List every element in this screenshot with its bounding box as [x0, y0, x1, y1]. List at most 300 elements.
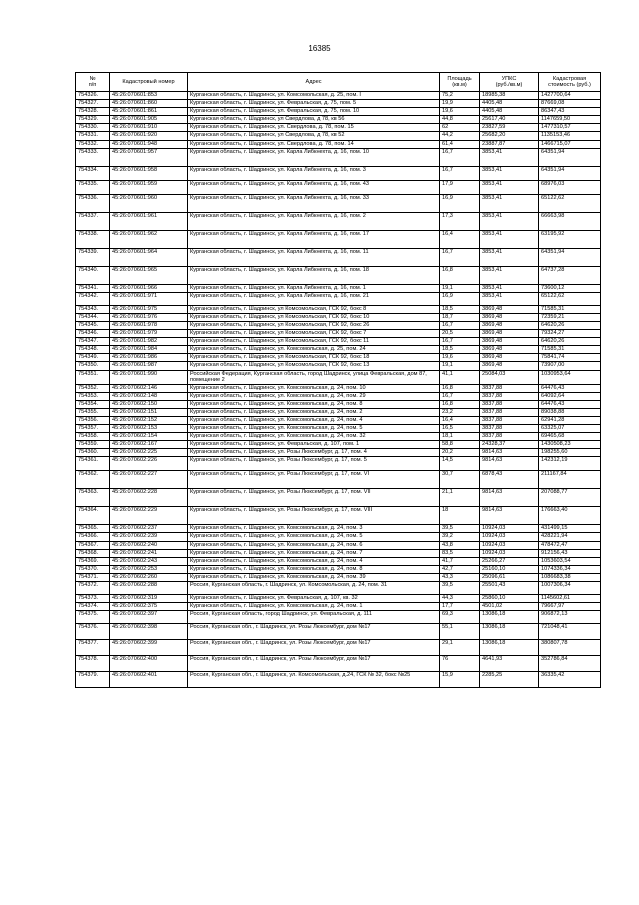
table-row — [76, 148, 601, 166]
upks-cell: 23827,59 — [480, 124, 539, 132]
cadastral-value-cell: 1477310,57 — [539, 124, 601, 132]
row-number-cell: 754366. — [76, 533, 110, 541]
cadastral-value-cell: 1074336,34 — [539, 565, 601, 573]
upks-cell: 9814,63 — [480, 449, 539, 457]
cadastral-number-cell: 45:26:070602:398 — [110, 624, 188, 640]
address-cell: Курганская область, г. Шадринск, ул Комсомольская, ГСК 92, бокс 8 — [188, 305, 440, 313]
area-cell: 39,5 — [440, 582, 480, 595]
area-cell: 16,7 — [440, 248, 480, 266]
area-cell: 19,1 — [440, 284, 480, 292]
table-row — [76, 92, 601, 100]
table-row — [76, 611, 601, 624]
cadastral-number-cell: 45:26:070601:971 — [110, 292, 188, 305]
table-row — [76, 392, 601, 400]
cadastral-value-cell: 64351,94 — [539, 148, 601, 166]
address-cell: Курганская область, г. Шадринск, ул. Розы Люксембург, д. 17, пом. 4 — [188, 449, 440, 457]
row-number-cell: 754376. — [76, 624, 110, 640]
row-number-cell: 754326. — [76, 92, 110, 100]
cadastral-number-cell: 45:26:070602:243 — [110, 557, 188, 565]
row-number-cell: 754348. — [76, 346, 110, 354]
cadastral-value-cell: 64620,26 — [539, 338, 601, 346]
cadastral-number-cell: 45:26:070602:152 — [110, 416, 188, 424]
cadastral-value-cell: 62941,28 — [539, 416, 601, 424]
address-cell: Курганская область, г. Шадринск, ул. Комсомольская, д. 24, пом. 1 — [188, 603, 440, 611]
area-cell: 43,3 — [440, 573, 480, 581]
area-cell: 16,9 — [440, 292, 480, 305]
upks-cell: 3869,48 — [480, 338, 539, 346]
cadastral-number-cell: 45:26:070602:148 — [110, 392, 188, 400]
cadastral-number-cell: 45:26:070602:375 — [110, 603, 188, 611]
cadastral-value-cell: 207088,77 — [539, 489, 601, 507]
cadastral-value-cell: 1147659,50 — [539, 116, 601, 124]
table-row — [76, 338, 601, 346]
cadastral-number-cell: 45:26:070602:229 — [110, 507, 188, 525]
table-row — [76, 100, 601, 108]
row-number-cell: 754330. — [76, 124, 110, 132]
cadastral-value-cell: 1007306,34 — [539, 582, 601, 595]
area-cell: 17,7 — [440, 603, 480, 611]
cadastral-number-cell: 45:26:070601:920 — [110, 132, 188, 140]
row-number-cell: 754358. — [76, 433, 110, 441]
cadastral-number-cell: 45:26:070601:978 — [110, 321, 188, 329]
row-number-cell: 754329. — [76, 116, 110, 124]
upks-cell: 23887,87 — [480, 140, 539, 148]
cadastral-value-cell: 1145602,61 — [539, 595, 601, 603]
address-cell: Курганская область, г. Шадринск, ул. Карла Либкнехта, д. 16, пом. 1 — [188, 284, 440, 292]
cadastral-number-cell: 45:26:070602:228 — [110, 489, 188, 507]
address-cell: Курганская область, г. Шадринск, ул. Комсомольская, д. 24, пом. 10 — [188, 384, 440, 392]
cadastral-number-cell: 45:26:070601:959 — [110, 180, 188, 194]
address-cell: Курганская область, г. Шадринск, ул. Комсомольская, д. 24, пом. 3 — [188, 525, 440, 533]
area-cell: 29,1 — [440, 640, 480, 656]
row-number-cell: 754359. — [76, 441, 110, 449]
area-cell: 16,7 — [440, 321, 480, 329]
area-cell: 14,5 — [440, 457, 480, 471]
upks-cell: 25266,27 — [480, 557, 539, 565]
row-number-cell: 754351. — [76, 370, 110, 384]
cadastral-value-cell: 721048,41 — [539, 624, 601, 640]
cadastral-number-cell: 45:26:070601:861 — [110, 108, 188, 116]
area-cell: 16,5 — [440, 424, 480, 432]
area-cell: 16,7 — [440, 166, 480, 180]
area-cell: 75,2 — [440, 92, 480, 100]
table-row — [76, 416, 601, 424]
row-number-cell: 754337. — [76, 212, 110, 230]
area-cell: 16,4 — [440, 416, 480, 424]
address-cell: Курганская область, г. Шадринск, ул Комсомольская, ГСК 92, бокс 10 — [188, 313, 440, 321]
upks-cell: 6878,43 — [480, 471, 539, 489]
upks-cell: 4641,93 — [480, 656, 539, 672]
area-cell: 18,1 — [440, 433, 480, 441]
table-row — [76, 180, 601, 194]
upks-cell: 3869,48 — [480, 346, 539, 354]
address-cell: Курганская область, г. Шадринск, ул. Свердлова, д. 78, пом. 15 — [188, 124, 440, 132]
row-number-cell: 754364. — [76, 507, 110, 525]
header-upks: УПКС (руб./кв.м) — [480, 73, 539, 92]
address-cell: Курганская область, г. Шадринск, ул Комсомольская, ГСК 92, бокс 11 — [188, 338, 440, 346]
row-number-cell: 754365. — [76, 525, 110, 533]
cadastral-number-cell: 45:26:070601:986 — [110, 354, 188, 362]
area-cell: 15,9 — [440, 672, 480, 688]
upks-cell: 3869,48 — [480, 354, 539, 362]
row-number-cell: 754327. — [76, 100, 110, 108]
upks-cell: 3837,88 — [480, 433, 539, 441]
upks-cell: 24328,37 — [480, 441, 539, 449]
area-cell: 18 — [440, 507, 480, 525]
cadastral-number-cell: 45:26:070601:910 — [110, 124, 188, 132]
cadastral-number-cell: 45:26:070602:153 — [110, 424, 188, 432]
table-row — [76, 370, 601, 384]
cadastral-value-cell: 63325,07 — [539, 424, 601, 432]
cadastral-value-cell: 73600,12 — [539, 284, 601, 292]
upks-cell: 3837,88 — [480, 392, 539, 400]
upks-cell: 3853,41 — [480, 212, 539, 230]
area-cell: 62 — [440, 124, 480, 132]
cadastral-number-cell: 45:26:070602:241 — [110, 549, 188, 557]
area-cell: 58,8 — [440, 441, 480, 449]
cadastral-value-cell: 75841,74 — [539, 354, 601, 362]
upks-cell: 10924,03 — [480, 549, 539, 557]
address-cell: Курганская область, г. Шадринск, ул. Карла Либкнехта, д. 16, пом. 11 — [188, 248, 440, 266]
area-cell: 83,5 — [440, 549, 480, 557]
table-row — [76, 557, 601, 565]
cadastral-value-cell: 36335,42 — [539, 672, 601, 688]
cadastral-value-cell: 64620,26 — [539, 321, 601, 329]
row-number-cell: 754360. — [76, 449, 110, 457]
area-cell: 19,6 — [440, 108, 480, 116]
row-number-cell: 754353. — [76, 392, 110, 400]
address-cell: Курганская область, г. Шадринск, ул. Февральская, д. 107, кв. 32 — [188, 595, 440, 603]
cadastral-value-cell: 73907,00 — [539, 362, 601, 370]
cadastral-value-cell: 906872,13 — [539, 611, 601, 624]
cadastral-number-cell: 45:26:070601:960 — [110, 194, 188, 212]
upks-cell: 25160,10 — [480, 565, 539, 573]
upks-cell: 3853,41 — [480, 266, 539, 284]
address-cell: Курганская область, г. Шадринск, ул. Карла Либкнехта, д. 16, пом. 21 — [188, 292, 440, 305]
table-row — [76, 384, 601, 392]
cadastral-number-cell: 45:26:070602:401 — [110, 672, 188, 688]
cadastral-value-cell: 912156,43 — [539, 549, 601, 557]
row-number-cell: 754328. — [76, 108, 110, 116]
table-row — [76, 541, 601, 549]
upks-cell: 25617,40 — [480, 116, 539, 124]
row-number-cell: 754331. — [76, 132, 110, 140]
upks-cell: 10924,03 — [480, 541, 539, 549]
address-cell: Курганская область, г. Шадринск, ул Свердлова, д 78, кв 52 — [188, 132, 440, 140]
upks-cell: 10924,03 — [480, 533, 539, 541]
address-cell: Курганская область, г. Шадринск, ул. Карла Либкнехта, д. 16, пом. 18 — [188, 266, 440, 284]
upks-cell: 3869,48 — [480, 330, 539, 338]
cadastral-number-cell: 45:26:070602:397 — [110, 611, 188, 624]
table-row — [76, 330, 601, 338]
area-cell: 41,7 — [440, 557, 480, 565]
cadastral-number-cell: 45:26:070601:975 — [110, 305, 188, 313]
cadastral-number-cell: 45:26:070601:965 — [110, 266, 188, 284]
cadastral-number-cell: 45:26:070601:961 — [110, 212, 188, 230]
area-cell: 16,4 — [440, 230, 480, 248]
row-number-cell: 754379. — [76, 672, 110, 688]
upks-cell: 3869,48 — [480, 321, 539, 329]
cadastral-number-cell: 45:26:070601:990 — [110, 370, 188, 384]
cadastral-value-cell: 63195,92 — [539, 230, 601, 248]
cadastral-number-cell: 45:26:070602:400 — [110, 656, 188, 672]
cadastral-value-table — [75, 72, 601, 688]
cadastral-value-cell: 72359,21 — [539, 313, 601, 321]
address-cell: Курганская область, г. Шадринск, ул. Февральская, д. 75, пом. 5 — [188, 100, 440, 108]
row-number-cell: 754363. — [76, 489, 110, 507]
upks-cell: 3853,41 — [480, 248, 539, 266]
header-cadastral-number: Кадастровый номер — [110, 73, 188, 92]
table-row — [76, 248, 601, 266]
cadastral-value-cell: 89038,88 — [539, 408, 601, 416]
table-row — [76, 441, 601, 449]
address-cell: Курганская область, г. Шадринск, ул. Февральская, д. 107, пом. 1 — [188, 441, 440, 449]
row-number-cell: 754373. — [76, 595, 110, 603]
table-row — [76, 624, 601, 640]
address-cell: Курганская область, г. Шадринск, ул Комсомольская, ГСК 92, бокс 18 — [188, 354, 440, 362]
address-cell: Курганская область, г. Шадринск, ул Свердлова, д 78, кв 56 — [188, 116, 440, 124]
upks-cell: 4405,48 — [480, 100, 539, 108]
cadastral-value-cell: 71585,31 — [539, 305, 601, 313]
address-cell: Курганская область, г. Шадринск, ул. Розы Люксембург, д. 17, пом. 5 — [188, 457, 440, 471]
table-row — [76, 457, 601, 471]
row-number-cell: 754332. — [76, 140, 110, 148]
area-cell: 19,9 — [440, 100, 480, 108]
area-cell: 17,3 — [440, 212, 480, 230]
cadastral-number-cell: 45:26:070601:853 — [110, 92, 188, 100]
cadastral-number-cell: 45:26:070601:905 — [110, 116, 188, 124]
address-cell: Курганская область, г. Шадринск, ул. Комсомольская, д. 25, пом. I — [188, 92, 440, 100]
row-number-cell: 754341. — [76, 284, 110, 292]
cadastral-value-cell: 380807,78 — [539, 640, 601, 656]
cadastral-number-cell: 45:26:070601:962 — [110, 230, 188, 248]
table-row — [76, 346, 601, 354]
upks-cell: 10924,03 — [480, 525, 539, 533]
cadastral-value-cell: 1427700,64 — [539, 92, 601, 100]
address-cell: Курганская область, г. Шадринск, ул. Карла Либкнехта, д. 16, пом. 33 — [188, 194, 440, 212]
cadastral-number-cell: 45:26:070602:288 — [110, 582, 188, 595]
cadastral-value-cell: 68976,03 — [539, 180, 601, 194]
area-cell: 19,6 — [440, 354, 480, 362]
upks-cell: 9814,63 — [480, 489, 539, 507]
cadastral-value-cell: 86347,43 — [539, 108, 601, 116]
cadastral-value-cell: 64737,28 — [539, 266, 601, 284]
row-number-cell: 754334. — [76, 166, 110, 180]
table-row — [76, 603, 601, 611]
area-cell: 20,2 — [440, 449, 480, 457]
header-cadastral-value: Кадастровая стоимость (руб.) — [539, 73, 601, 92]
upks-cell: 3869,48 — [480, 305, 539, 313]
upks-cell: 13086,18 — [480, 611, 539, 624]
address-cell: Курганская область, г. Шадринск, ул. Комсомольская, д. 25, пом. 24 — [188, 346, 440, 354]
area-cell: 44,2 — [440, 132, 480, 140]
upks-cell: 3853,41 — [480, 166, 539, 180]
address-cell: Курганская область, г. Шадринск, ул. Розы Люксембург, д. 17, пом. VIII — [188, 507, 440, 525]
upks-cell: 3853,41 — [480, 148, 539, 166]
area-cell: 44,3 — [440, 595, 480, 603]
table-row — [76, 549, 601, 557]
table-row — [76, 582, 601, 595]
cadastral-value-cell: 66663,98 — [539, 212, 601, 230]
address-cell: Курганская область, г. Шадринск, ул. Карла Либкнехта, д. 16, пом. 10 — [188, 148, 440, 166]
cadastral-number-cell: 45:26:070602:226 — [110, 457, 188, 471]
address-cell: Курганская область, г. Шадринск, ул. Карла Либкнехта, д. 16, пом. 2 — [188, 212, 440, 230]
area-cell: 16,8 — [440, 266, 480, 284]
cadastral-number-cell: 45:26:070601:964 — [110, 248, 188, 266]
upks-cell: 25501,43 — [480, 582, 539, 595]
row-number-cell: 754339. — [76, 248, 110, 266]
table-row — [76, 424, 601, 432]
cadastral-value-cell: 142312,19 — [539, 457, 601, 471]
page-number: 16385 — [308, 44, 331, 53]
row-number-cell: 754338. — [76, 230, 110, 248]
upks-cell: 13086,18 — [480, 624, 539, 640]
area-cell: 61,4 — [440, 140, 480, 148]
row-number-cell: 754356. — [76, 416, 110, 424]
upks-cell: 3869,48 — [480, 313, 539, 321]
cadastral-value-cell: 71585,31 — [539, 346, 601, 354]
address-cell: Курганская область, г. Шадринск, ул. Комсомольская, д. 24, пом. 4 — [188, 416, 440, 424]
address-cell: Курганская область, г. Шадринск, ул. Свердлова, д. 78, пом. 14 — [188, 140, 440, 148]
area-cell: 18,7 — [440, 313, 480, 321]
cadastral-value-cell: 64351,94 — [539, 166, 601, 180]
address-cell: Курганская область, г. Шадринск, ул. Комсомольская, д. 24, пом. 8 — [188, 565, 440, 573]
cadastral-number-cell: 45:26:070602:399 — [110, 640, 188, 656]
upks-cell: 3837,88 — [480, 424, 539, 432]
row-number-cell: 754375. — [76, 611, 110, 624]
cadastral-value-cell: 79324,27 — [539, 330, 601, 338]
cadastral-number-cell: 45:26:070601:987 — [110, 362, 188, 370]
table-row — [76, 533, 601, 541]
cadastral-value-cell: 64476,43 — [539, 384, 601, 392]
cadastral-value-cell: 352786,84 — [539, 656, 601, 672]
cadastral-value-cell: 198255,60 — [539, 449, 601, 457]
address-cell: Курганская область, г. Шадринск, ул. Комсомольская, д. 24, пом. 5 — [188, 533, 440, 541]
cadastral-number-cell: 45:26:070602:240 — [110, 541, 188, 549]
address-cell: Курганская область, г. Шадринск, ул. Комсомольская, д. 24, пом. 39 — [188, 573, 440, 581]
table-row — [76, 573, 601, 581]
table-row — [76, 656, 601, 672]
table-row — [76, 362, 601, 370]
area-cell: 17,9 — [440, 180, 480, 194]
table-row — [76, 471, 601, 489]
address-cell: Россия, Курганская обл., г. Шадринск, ул. Розы Люксембург, дом №17 — [188, 656, 440, 672]
cadastral-number-cell: 45:26:070602:146 — [110, 384, 188, 392]
cadastral-value-cell: 211167,84 — [539, 471, 601, 489]
cadastral-number-cell: 45:26:070602:167 — [110, 441, 188, 449]
cadastral-number-cell: 45:26:070602:253 — [110, 565, 188, 573]
address-cell: Курганская область, г. Шадринск, ул. Карла Либкнехта, д. 16, пом. 43 — [188, 180, 440, 194]
address-cell: Курганская область, г. Шадринск, ул. Розы Люксембург, д. 17, пом. VI — [188, 471, 440, 489]
upks-cell: 9814,63 — [480, 457, 539, 471]
area-cell: 16,7 — [440, 392, 480, 400]
area-cell: 16,8 — [440, 400, 480, 408]
cadastral-number-cell: 45:26:070601:982 — [110, 338, 188, 346]
row-number-cell: 754362. — [76, 471, 110, 489]
cadastral-number-cell: 45:26:070601:976 — [110, 313, 188, 321]
table-row — [76, 640, 601, 656]
row-number-cell: 754347. — [76, 338, 110, 346]
row-number-cell: 754350. — [76, 362, 110, 370]
cadastral-value-cell: 69465,68 — [539, 433, 601, 441]
table-row — [76, 400, 601, 408]
address-cell: Курганская область, г. Шадринск, ул. Февральская, д. 75, пом. 10 — [188, 108, 440, 116]
cadastral-value-cell: 65122,62 — [539, 194, 601, 212]
cadastral-value-cell: 65122,62 — [539, 292, 601, 305]
cadastral-number-cell: 45:26:070602:227 — [110, 471, 188, 489]
area-cell: 16,7 — [440, 148, 480, 166]
area-cell: 44,8 — [440, 116, 480, 124]
row-number-cell: 754342. — [76, 292, 110, 305]
address-cell: Россия, Курганская область, г. Шадринск, ул. Комсомольская, д. 24, пом. 31 — [188, 582, 440, 595]
address-cell: Курганская область, г. Шадринск, ул. Комсомольская, д. 24, пом. 4 — [188, 557, 440, 565]
table-row — [76, 525, 601, 533]
table-row — [76, 408, 601, 416]
row-number-cell: 754377. — [76, 640, 110, 656]
row-number-cell: 754372. — [76, 582, 110, 595]
table-row — [76, 595, 601, 603]
cadastral-number-cell: 45:26:070601:958 — [110, 166, 188, 180]
upks-cell: 25860,10 — [480, 595, 539, 603]
area-cell: 16,9 — [440, 194, 480, 212]
area-cell: 41,1 — [440, 370, 480, 384]
cadastral-value-cell: 64476,43 — [539, 400, 601, 408]
row-number-cell: 754343. — [76, 305, 110, 313]
cadastral-value-cell: 1466715,07 — [539, 140, 601, 148]
cadastral-number-cell: 45:26:070601:966 — [110, 284, 188, 292]
cadastral-value-cell: 64351,94 — [539, 248, 601, 266]
table-row — [76, 140, 601, 148]
address-cell: Россия, Курганская обл., г. Шадринск, ул. Розы Люксембург, дом №17 — [188, 640, 440, 656]
upks-cell: 3853,41 — [480, 284, 539, 292]
table-header-row — [76, 73, 601, 92]
table-row — [76, 313, 601, 321]
table-row — [76, 108, 601, 116]
table-row — [76, 230, 601, 248]
upks-cell: 25682,20 — [480, 132, 539, 140]
area-cell: 21,1 — [440, 489, 480, 507]
area-cell: 43,8 — [440, 541, 480, 549]
row-number-cell: 754367. — [76, 541, 110, 549]
cadastral-number-cell: 45:26:070602:239 — [110, 533, 188, 541]
table-row — [76, 116, 601, 124]
upks-cell: 25084,03 — [480, 370, 539, 384]
cadastral-value-cell: 1135153,46 — [539, 132, 601, 140]
upks-cell: 3837,88 — [480, 416, 539, 424]
cadastral-value-cell: 1086683,38 — [539, 573, 601, 581]
cadastral-value-cell: 64092,64 — [539, 392, 601, 400]
cadastral-number-cell: 45:26:070602:150 — [110, 400, 188, 408]
row-number-cell: 754355. — [76, 408, 110, 416]
row-number-cell: 754335. — [76, 180, 110, 194]
area-cell: 23,2 — [440, 408, 480, 416]
row-number-cell: 754333. — [76, 148, 110, 166]
row-number-cell: 754357. — [76, 424, 110, 432]
upks-cell: 13086,18 — [480, 640, 539, 656]
upks-cell: 3853,41 — [480, 230, 539, 248]
row-number-cell: 754346. — [76, 330, 110, 338]
row-number-cell: 754374. — [76, 603, 110, 611]
row-number-cell: 754370. — [76, 565, 110, 573]
upks-cell: 18985,38 — [480, 92, 539, 100]
upks-cell: 3853,41 — [480, 292, 539, 305]
cadastral-number-cell: 45:26:070601:860 — [110, 100, 188, 108]
cadastral-number-cell: 45:26:070601:957 — [110, 148, 188, 166]
address-cell: Курганская область, г. Шадринск, ул Комсомольская, ГСК 92, бокс 7 — [188, 330, 440, 338]
area-cell: 18,5 — [440, 346, 480, 354]
upks-cell: 25096,61 — [480, 573, 539, 581]
row-number-cell: 754352. — [76, 384, 110, 392]
